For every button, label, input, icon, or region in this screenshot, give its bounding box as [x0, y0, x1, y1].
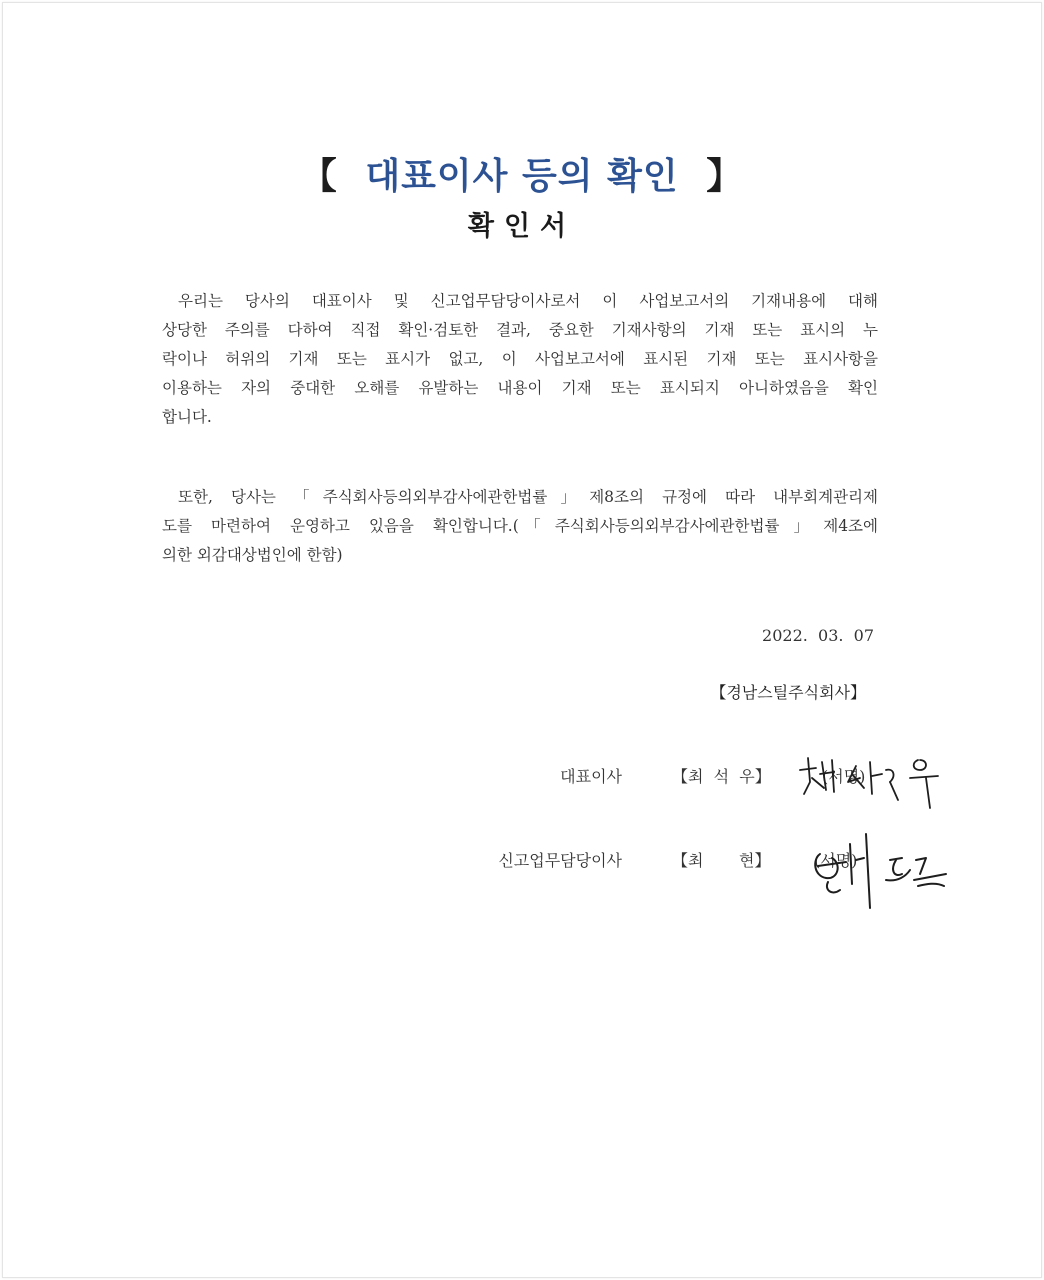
title-text: 대표이사 등의 확인	[365, 156, 679, 197]
signatory-name: 【최 석 우】	[672, 767, 771, 786]
signatory-name: 【최 현】	[672, 851, 771, 870]
paragraph-line: 도를 마련하여 운영하고 있음을 확인합니다.(「주식회사등의외부감사에관한법률」제4조에	[162, 517, 878, 535]
paragraph-line: 상당한 주의를 다하여 직접 확인·검토한 결과, 중요한 기재사항의 기재 또는 표시의 누	[162, 321, 878, 339]
confirmation-paragraph	[162, 287, 878, 432]
handwritten-signature-ceo	[790, 748, 960, 818]
paragraph-line: 또한, 당사는 「주식회사등의외부감사에관한법률」제8조의 규정에 따라 내부회계관리제	[178, 488, 878, 506]
handwritten-signature-officer	[806, 830, 956, 914]
company-name: 【경남스틸주식회사】	[710, 683, 866, 702]
paragraph-line: 락이나 허위의 기재 또는 표시가 없고, 이 사업보고서에 표시된 기재 또는 표시사항을	[162, 350, 878, 368]
paragraph-line: 이용하는 자의 중대한 오해를 유발하는 내용이 기재 또는 표시되지 아니하였음을 확인	[162, 379, 878, 397]
signatory-role: 대표이사	[560, 767, 622, 786]
title-bracket-close: 】	[706, 156, 744, 197]
paragraph-line: 의한 외감대상법인에 한함)	[162, 546, 343, 564]
signature-label: (서명)	[814, 851, 858, 870]
document-title	[0, 148, 1044, 199]
internal-control-paragraph	[162, 483, 878, 570]
document-date: 2022. 03. 07	[762, 626, 874, 645]
paragraph-line: 우리는 당사의 대표이사 및 신고업무담당이사로서 이 사업보고서의 기재내용에 대해	[178, 292, 878, 310]
signature-label: (서명)	[822, 767, 866, 786]
paragraph-line: 합니다.	[162, 408, 212, 426]
signatory-role: 신고업무담당이사	[498, 851, 622, 870]
title-bracket-open: 【	[300, 156, 338, 197]
document-subtitle: 확인서	[467, 211, 577, 242]
